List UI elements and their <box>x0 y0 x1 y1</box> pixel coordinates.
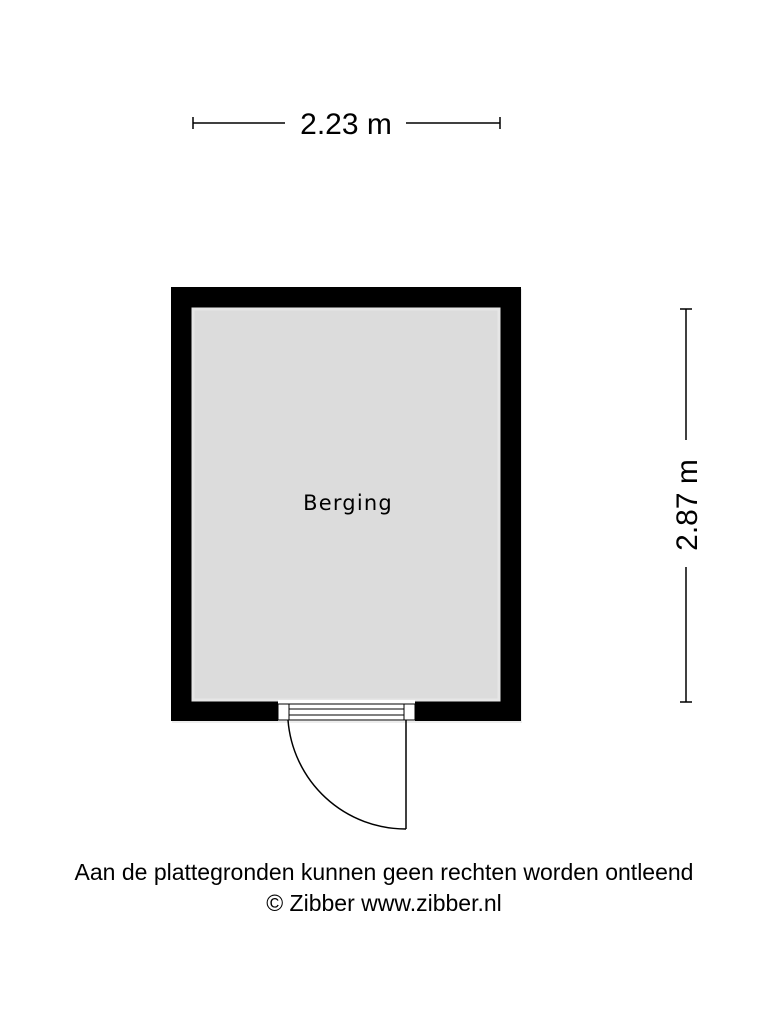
door <box>278 700 415 829</box>
room-label: Berging <box>303 491 393 515</box>
width-dimension <box>193 108 500 141</box>
height-dimension <box>671 309 704 702</box>
door-swing-arc <box>288 720 406 829</box>
disclaimer-text: Aan de plattegronden kunnen geen rechten worden ontleend <box>74 859 694 885</box>
room-berging <box>171 287 522 723</box>
copyright-text: © Zibber www.zibber.nl <box>266 890 502 916</box>
height-dimension-label: 2.87 m <box>671 459 704 551</box>
width-dimension-label: 2.23 m <box>300 108 392 141</box>
door-opening <box>278 700 415 721</box>
